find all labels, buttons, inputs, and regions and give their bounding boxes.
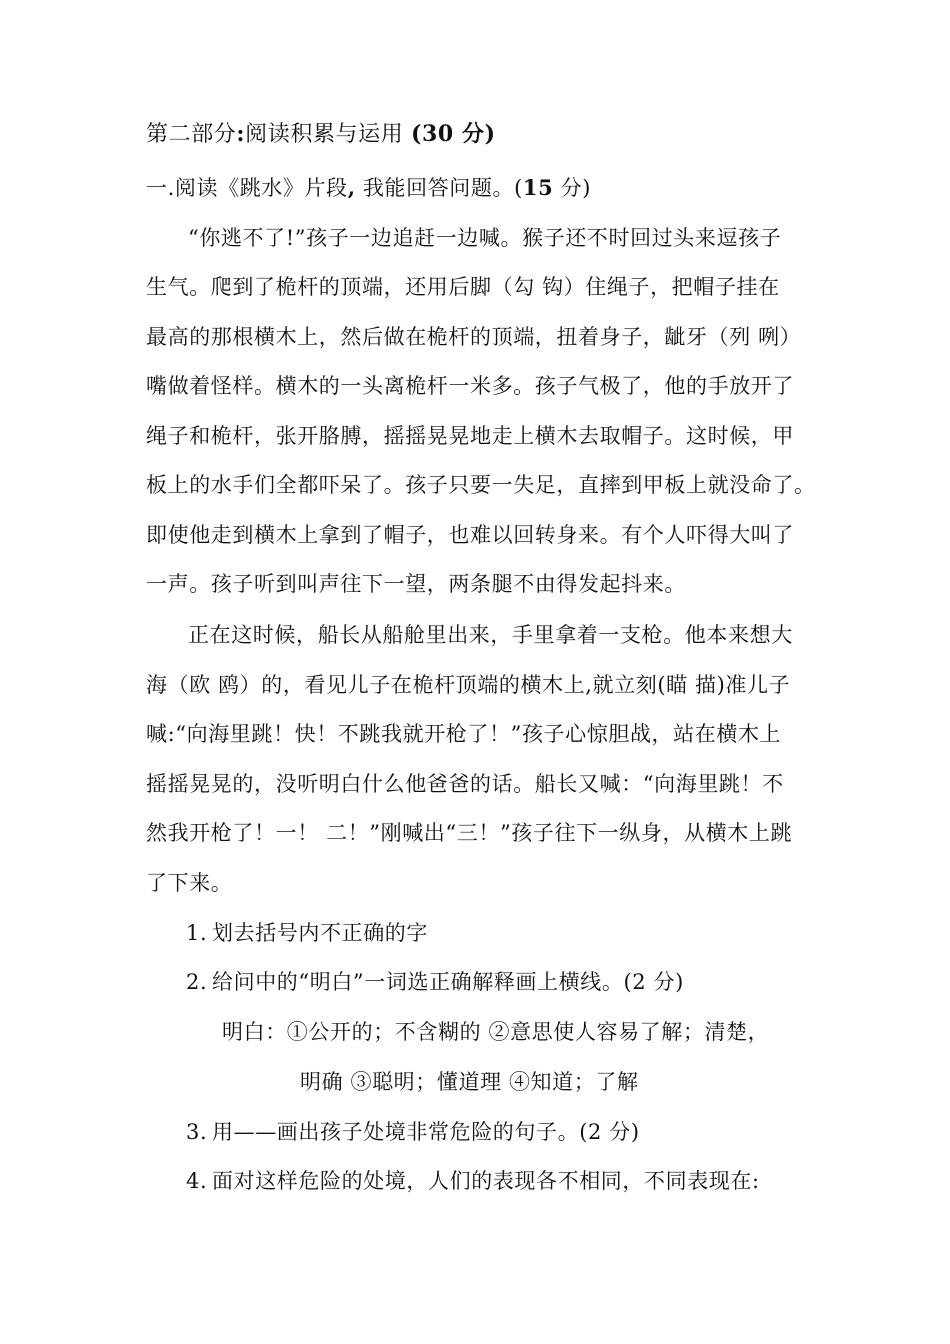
- passage-line: 了下来。: [146, 871, 233, 895]
- question-number: 1.: [186, 921, 208, 945]
- definition-line: 明确 ③聪明；懂道理 ④知道；了解: [300, 1070, 639, 1094]
- question-one-heading: [146, 174, 591, 202]
- question-item: [186, 1118, 640, 1146]
- passage-line: 一声。孩子听到叫声往下一望，两条腿不由得发起抖来。: [146, 572, 686, 596]
- passage-line: “你逃不了!”孩子一边追赶一边喊。猴子还不时回过头来逗孩子: [188, 226, 782, 250]
- question-one-score: 15: [522, 175, 554, 200]
- question-one-prefix: 一.: [146, 176, 175, 200]
- passage-line: 最高的那根横木上，然后做在桅杆的顶端，扭着身子，龇牙（列 咧）: [146, 325, 802, 349]
- question-one-instruction: 我能回答问题。(: [355, 176, 523, 200]
- question-number: 2.: [186, 970, 208, 994]
- question-item: [186, 1167, 760, 1195]
- question-text: 给问中的“明白”一词选正确解释画上横线。(2 分): [212, 970, 684, 994]
- question-text: 划去括号内不正确的字: [212, 921, 428, 945]
- question-one-text: 阅读《跳水》片段: [174, 176, 348, 200]
- question-number: 3.: [186, 1120, 208, 1144]
- passage-line: 即使他走到横木上拿到了帽子，也难以回转身来。有个人吓得大叫了: [146, 523, 794, 547]
- question-one-comma: ,: [347, 175, 356, 200]
- passage-line: 喊:“向海里跳！快！不跳我就开枪了！”孩子心惊胆战，站在横木上: [146, 722, 782, 746]
- passage-line: 嘴做着怪样。横木的一头离桅杆一米多。孩子气极了，他的手放开了: [146, 374, 794, 398]
- passage-line: 然我开枪了！一！ 二！”刚喊出“三！”孩子往下一纵身，从横木上跳: [146, 821, 793, 845]
- question-text: 用——画出孩子处境非常危险的句子。(2 分): [212, 1120, 640, 1144]
- passage-line: 生气。爬到了桅杆的顶端，还用后脚（勾 钩）住绳子，把帽子挂在: [146, 275, 780, 299]
- passage-line: 板上的水手们全都吓呆了。孩子只要一失足，直摔到甲板上就没命了。: [146, 473, 816, 497]
- section-title-score: (30 分): [410, 121, 496, 147]
- passage-line: 摇摇晃晃的，没听明白什么他爸爸的话。船长又喊：“向海里跳！不: [146, 772, 784, 796]
- section-title-prefix: 第二部分: [146, 122, 237, 147]
- question-item: [186, 919, 428, 947]
- section-title-text: 阅读积累与运用: [245, 122, 404, 147]
- question-one-tail: 分): [553, 176, 592, 200]
- question-item: [186, 968, 684, 996]
- question-number: 4.: [186, 1169, 208, 1193]
- section-title-colon: :: [236, 121, 246, 147]
- passage-line: 海（欧 鸥）的，看见儿子在桅杆顶端的横木上,就立刻(瞄 描)准儿子: [146, 673, 791, 697]
- passage-line: 绳子和桅杆，张开胳膊，摇摇晃晃地走上横木去取帽子。这时候，甲: [146, 424, 794, 448]
- section-title: [146, 120, 496, 149]
- question-text: 面对这样危险的处境，人们的表现各不相同，不同表现在:: [212, 1169, 760, 1193]
- definition-line: 明白：①公开的；不含糊的 ②意思使人容易了解；清楚，: [222, 1020, 770, 1044]
- passage-line: 正在这时候，船长从船舱里出来，手里拿着一支枪。他本来想大: [188, 623, 793, 647]
